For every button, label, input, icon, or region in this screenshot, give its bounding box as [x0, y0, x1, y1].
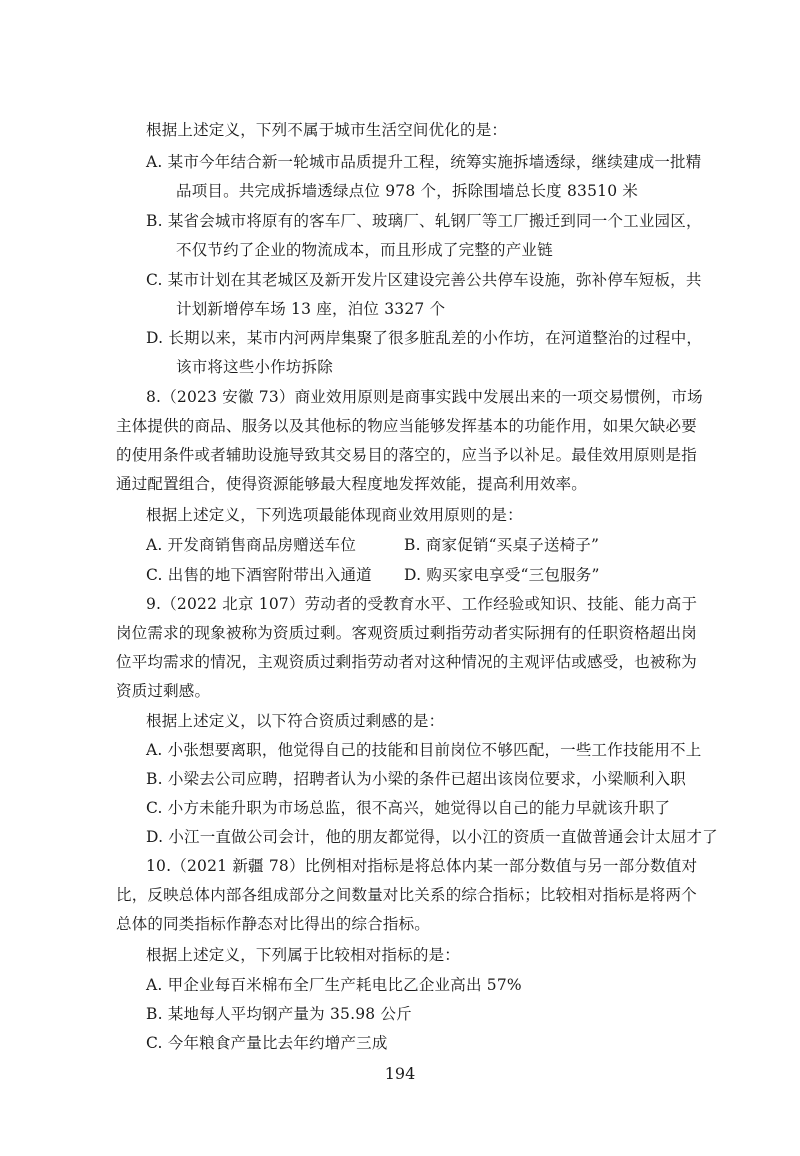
q10-option-a: A. 甲企业每百米棉布全厂生产耗电比乙企业高出 57% [146, 976, 522, 994]
q7-option-d-cont: 该市将这些小作坊拆除 [176, 358, 334, 376]
q7-option-a-cont: 品项目。共完成拆墙透绿点位 978 个，拆除围墙总长度 83510 米 [176, 182, 639, 200]
q7-option-a: A. 某市今年结合新一轮城市品质提升工程，统筹实施拆墙透绿，继续建成一批精 [146, 153, 702, 171]
q7-option-b: B. 某省会城市将原有的客车厂、玻璃厂、轧钢厂等工厂搬迁到同一个工业园区， [146, 212, 702, 230]
q8-text-line-4: 通过配置组合，使得资源能够最大程度地发挥效能，提高利用效率。 [116, 475, 588, 493]
q10-text-line-1: 10.（2021 新疆 78）比例相对指标是将总体内某一部分数值与另一部分数值对 [146, 857, 698, 875]
q10-stem: 根据上述定义，下列属于比较相对指标的是： [146, 946, 461, 964]
q10-text-line-3: 总体的同类指标作静态对比得出的综合指标。 [116, 915, 431, 933]
q9-option-d: D. 小江一直做公司会计，他的朋友都觉得，以小江的资质一直做普通会计太屈才了 [146, 828, 718, 846]
q9-option-a: A. 小张想要离职，他觉得自己的技能和目前岗位不够匹配，一些工作技能用不上 [146, 741, 702, 759]
q9-text-line-2: 岗位需求的现象被称为资质过剩。客观资质过剩指劳动者实际拥有的任职资格超出岗 [116, 624, 697, 642]
q9-option-c: C. 小方未能升职为市场总监，很不高兴，她觉得以自己的能力早就该升职了 [146, 799, 671, 817]
q10-option-b: B. 某地每人平均钢产量为 35.98 公斤 [146, 1005, 412, 1023]
q9-text-line-1: 9.（2022 北京 107）劳动者的受教育水平、工作经验或知识、技能、能力高于 [146, 595, 698, 613]
q8-text-line-1: 8.（2023 安徽 73）商业效用原则是商事实践中发展出来的一项交易惯例，市场 [146, 388, 703, 406]
q9-text-line-3: 位平均需求的情况，主观资质过剩指劳动者对这种情况的主观评估或感受，也被称为 [116, 653, 697, 671]
page-number: 194 [384, 1064, 416, 1083]
q8-option-b: B. 商家促销“买桌子送椅子” [404, 536, 600, 554]
q7-option-d: D. 长期以来，某市内河两岸集聚了很多脏乱差的小作坊，在河道整治的过程中， [146, 329, 703, 347]
q7-stem: 根据上述定义，下列不属于城市生活空间优化的是： [146, 121, 508, 139]
q7-option-c-cont: 计划新增停车场 13 座，泊位 3327 个 [176, 300, 446, 318]
q9-stem: 根据上述定义，以下符合资质过剩感的是： [146, 712, 445, 730]
q10-text-line-2: 比，反映总体内部各组成部分之间数量对比关系的综合指标；比较相对指标是将两个 [116, 886, 697, 904]
q8-text-line-2: 主体提供的商品、服务以及其他标的物应当能够发挥基本的功能作用，如果欠缺必要 [116, 417, 697, 435]
q8-text-line-3: 的使用条件或者辅助设施导致其交易目的落空的，应当予以补足。最佳效用原则是指 [116, 446, 697, 464]
q8-option-c: C. 出售的地下酒窖附带出入通道 [146, 566, 372, 584]
q8-stem: 根据上述定义，下列选项最能体现商业效用原则的是： [146, 506, 523, 524]
q8-option-a: A. 开发商销售商品房赠送车位 [146, 536, 357, 554]
q9-option-b: B. 小梁去公司应聘，招聘者认为小梁的条件已超出该岗位要求，小梁顺利入职 [146, 770, 686, 788]
q7-option-b-cont: 不仅节约了企业的物流成本，而且形成了完整的产业链 [176, 241, 553, 259]
q9-text-line-4: 资质过剩感。 [116, 682, 211, 700]
q7-option-c: C. 某市计划在其老城区及新开发片区建设完善公共停车设施，弥补停车短板，共 [146, 271, 702, 289]
q10-option-c: C. 今年粮食产量比去年约增产三成 [146, 1034, 388, 1052]
q8-option-d: D. 购买家电享受“三包服务” [404, 566, 600, 584]
